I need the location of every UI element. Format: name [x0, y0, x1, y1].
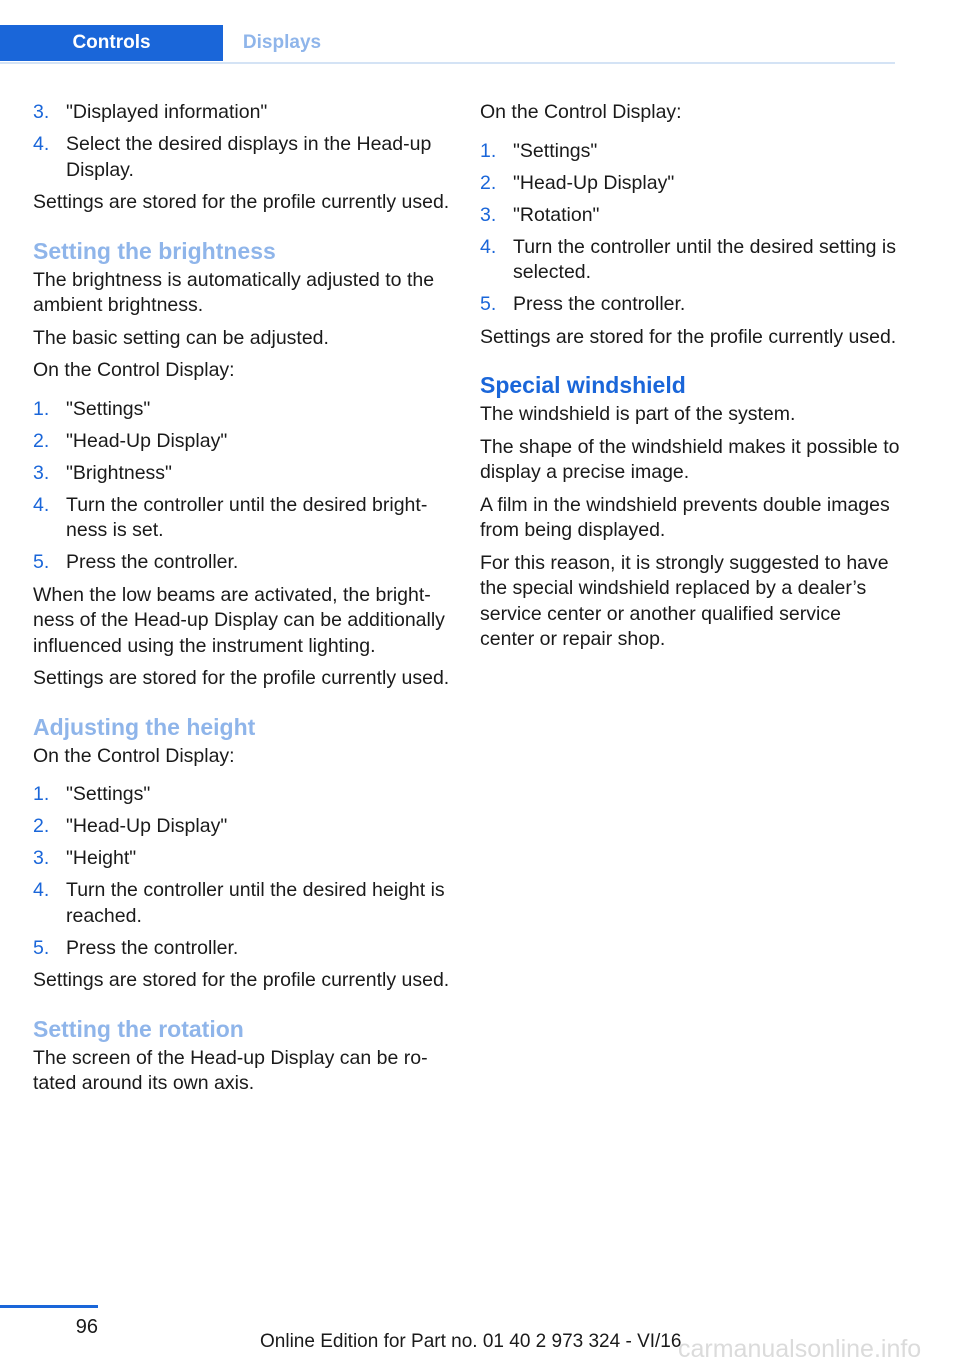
step-text: "Brightness": [66, 461, 172, 484]
windshield-para-1: The windshield is part of the system.: [480, 403, 796, 425]
heading-adjusting-height: Adjusting the height: [33, 713, 256, 740]
step-text: Turn the controller until the desired brightness is set.: [66, 493, 428, 541]
list-item: [33, 493, 453, 544]
section-tab-bar: [0, 25, 895, 64]
list-item: [33, 397, 453, 423]
height-steps-list: [33, 782, 453, 961]
step-text: "Height": [66, 847, 137, 869]
step-number: 2.: [33, 815, 50, 837]
step-number: 4.: [33, 879, 50, 901]
step-text: "Head-Up Display": [66, 815, 228, 837]
heading-setting-brightness: Setting the brightness: [33, 237, 276, 264]
step-text: "Settings": [66, 397, 151, 420]
list-item: [33, 132, 453, 183]
list-item: [480, 292, 900, 318]
page-number: 96: [75, 1316, 98, 1338]
rotation-intro: On the Control Display:: [480, 101, 682, 123]
step-text: "Head-Up Display": [66, 429, 228, 452]
step-number: 4.: [33, 133, 50, 155]
brightness-para-2: The basic setting can be adjusted.: [33, 326, 329, 349]
brightness-para-4: When the low beams are activated, the brightness of the Head-up Display can be additionally influenced using the instrument lighting.: [33, 583, 445, 657]
windshield-para-4: For this reason, it is strongly suggested to have the special windshield replaced by a dealer’s service center or another qualified service center or repair shop.: [480, 551, 889, 650]
settings-note: Settings are stored for the profile currently used.: [33, 969, 450, 991]
step-text: Select the desired displays in the Head-up Display.: [66, 133, 432, 181]
step-text: Press the controller.: [513, 293, 686, 315]
windshield-para-2: The shape of the windshield makes it possible to display a precise image.: [480, 435, 900, 483]
step-number: 3.: [33, 461, 50, 484]
heading-setting-rotation: Setting the rotation: [33, 1015, 244, 1042]
settings-note: Settings are stored for the profile currently used.: [33, 667, 450, 689]
step-text: Turn the controller until the desired height is reached.: [66, 879, 445, 927]
settings-note: Settings are stored for the profile currently used.: [33, 191, 450, 213]
step-number: 3.: [480, 203, 497, 226]
list-item: [480, 171, 900, 197]
windshield-para-3: A film in the windshield prevents double images from being displayed.: [480, 493, 890, 541]
continued-steps-list: [33, 100, 453, 183]
step-number: 1.: [33, 783, 50, 805]
step-number: 5.: [33, 551, 50, 573]
step-number: 4.: [33, 493, 50, 516]
step-number: 3.: [33, 101, 50, 123]
step-text: "Displayed information": [66, 101, 268, 123]
list-item: [33, 461, 453, 487]
list-item: [33, 550, 453, 576]
list-item: [33, 782, 453, 808]
step-text: "Head-Up Display": [513, 171, 675, 194]
step-number: 3.: [33, 847, 50, 869]
step-text: "Settings": [513, 139, 598, 162]
step-text: "Rotation": [513, 203, 600, 226]
list-item: [33, 100, 453, 126]
step-number: 2.: [33, 429, 50, 452]
step-number: 5.: [480, 293, 497, 315]
brightness-para-1: The brightness is automatically adjusted to the ambient brightness.: [33, 268, 435, 316]
step-number: 2.: [480, 171, 497, 194]
step-text: Press the controller.: [66, 551, 239, 573]
settings-note: Settings are stored for the profile currently used.: [480, 325, 897, 348]
height-para-1: On the Control Display:: [33, 744, 235, 767]
edition-footer: Online Edition for Part no. 01 40 2 973 324 - VI/16: [260, 1331, 682, 1352]
brightness-steps-list: [33, 397, 453, 576]
list-item: [480, 235, 900, 286]
left-column: [33, 100, 453, 1104]
step-number: 1.: [33, 397, 50, 420]
tab-controls[interactable]: Controls: [0, 25, 223, 61]
list-item: [33, 878, 453, 929]
list-item: [480, 203, 900, 229]
heading-special-windshield: Special windshield: [480, 372, 686, 398]
watermark: carmanualsonline.info: [678, 1335, 922, 1363]
list-item: [33, 936, 453, 962]
step-text: Turn the controller until the desired setting is selected.: [513, 235, 896, 283]
page-number-rule: [0, 1305, 98, 1308]
step-text: Press the controller.: [66, 936, 239, 959]
list-item: [33, 846, 453, 872]
step-number: 5.: [33, 936, 50, 959]
rotation-steps-list: [480, 139, 900, 318]
rotation-para-1: The screen of the Head-up Display can be rotated around its own axis.: [33, 1046, 428, 1094]
step-text: "Settings": [66, 783, 151, 805]
list-item: [33, 429, 453, 455]
step-number: 4.: [480, 235, 497, 258]
tab-displays[interactable]: Displays: [242, 32, 322, 53]
list-item: [33, 814, 453, 840]
list-item: [480, 139, 900, 165]
step-number: 1.: [480, 139, 497, 162]
right-column: [480, 100, 900, 660]
brightness-para-3: On the Control Display:: [33, 359, 235, 381]
